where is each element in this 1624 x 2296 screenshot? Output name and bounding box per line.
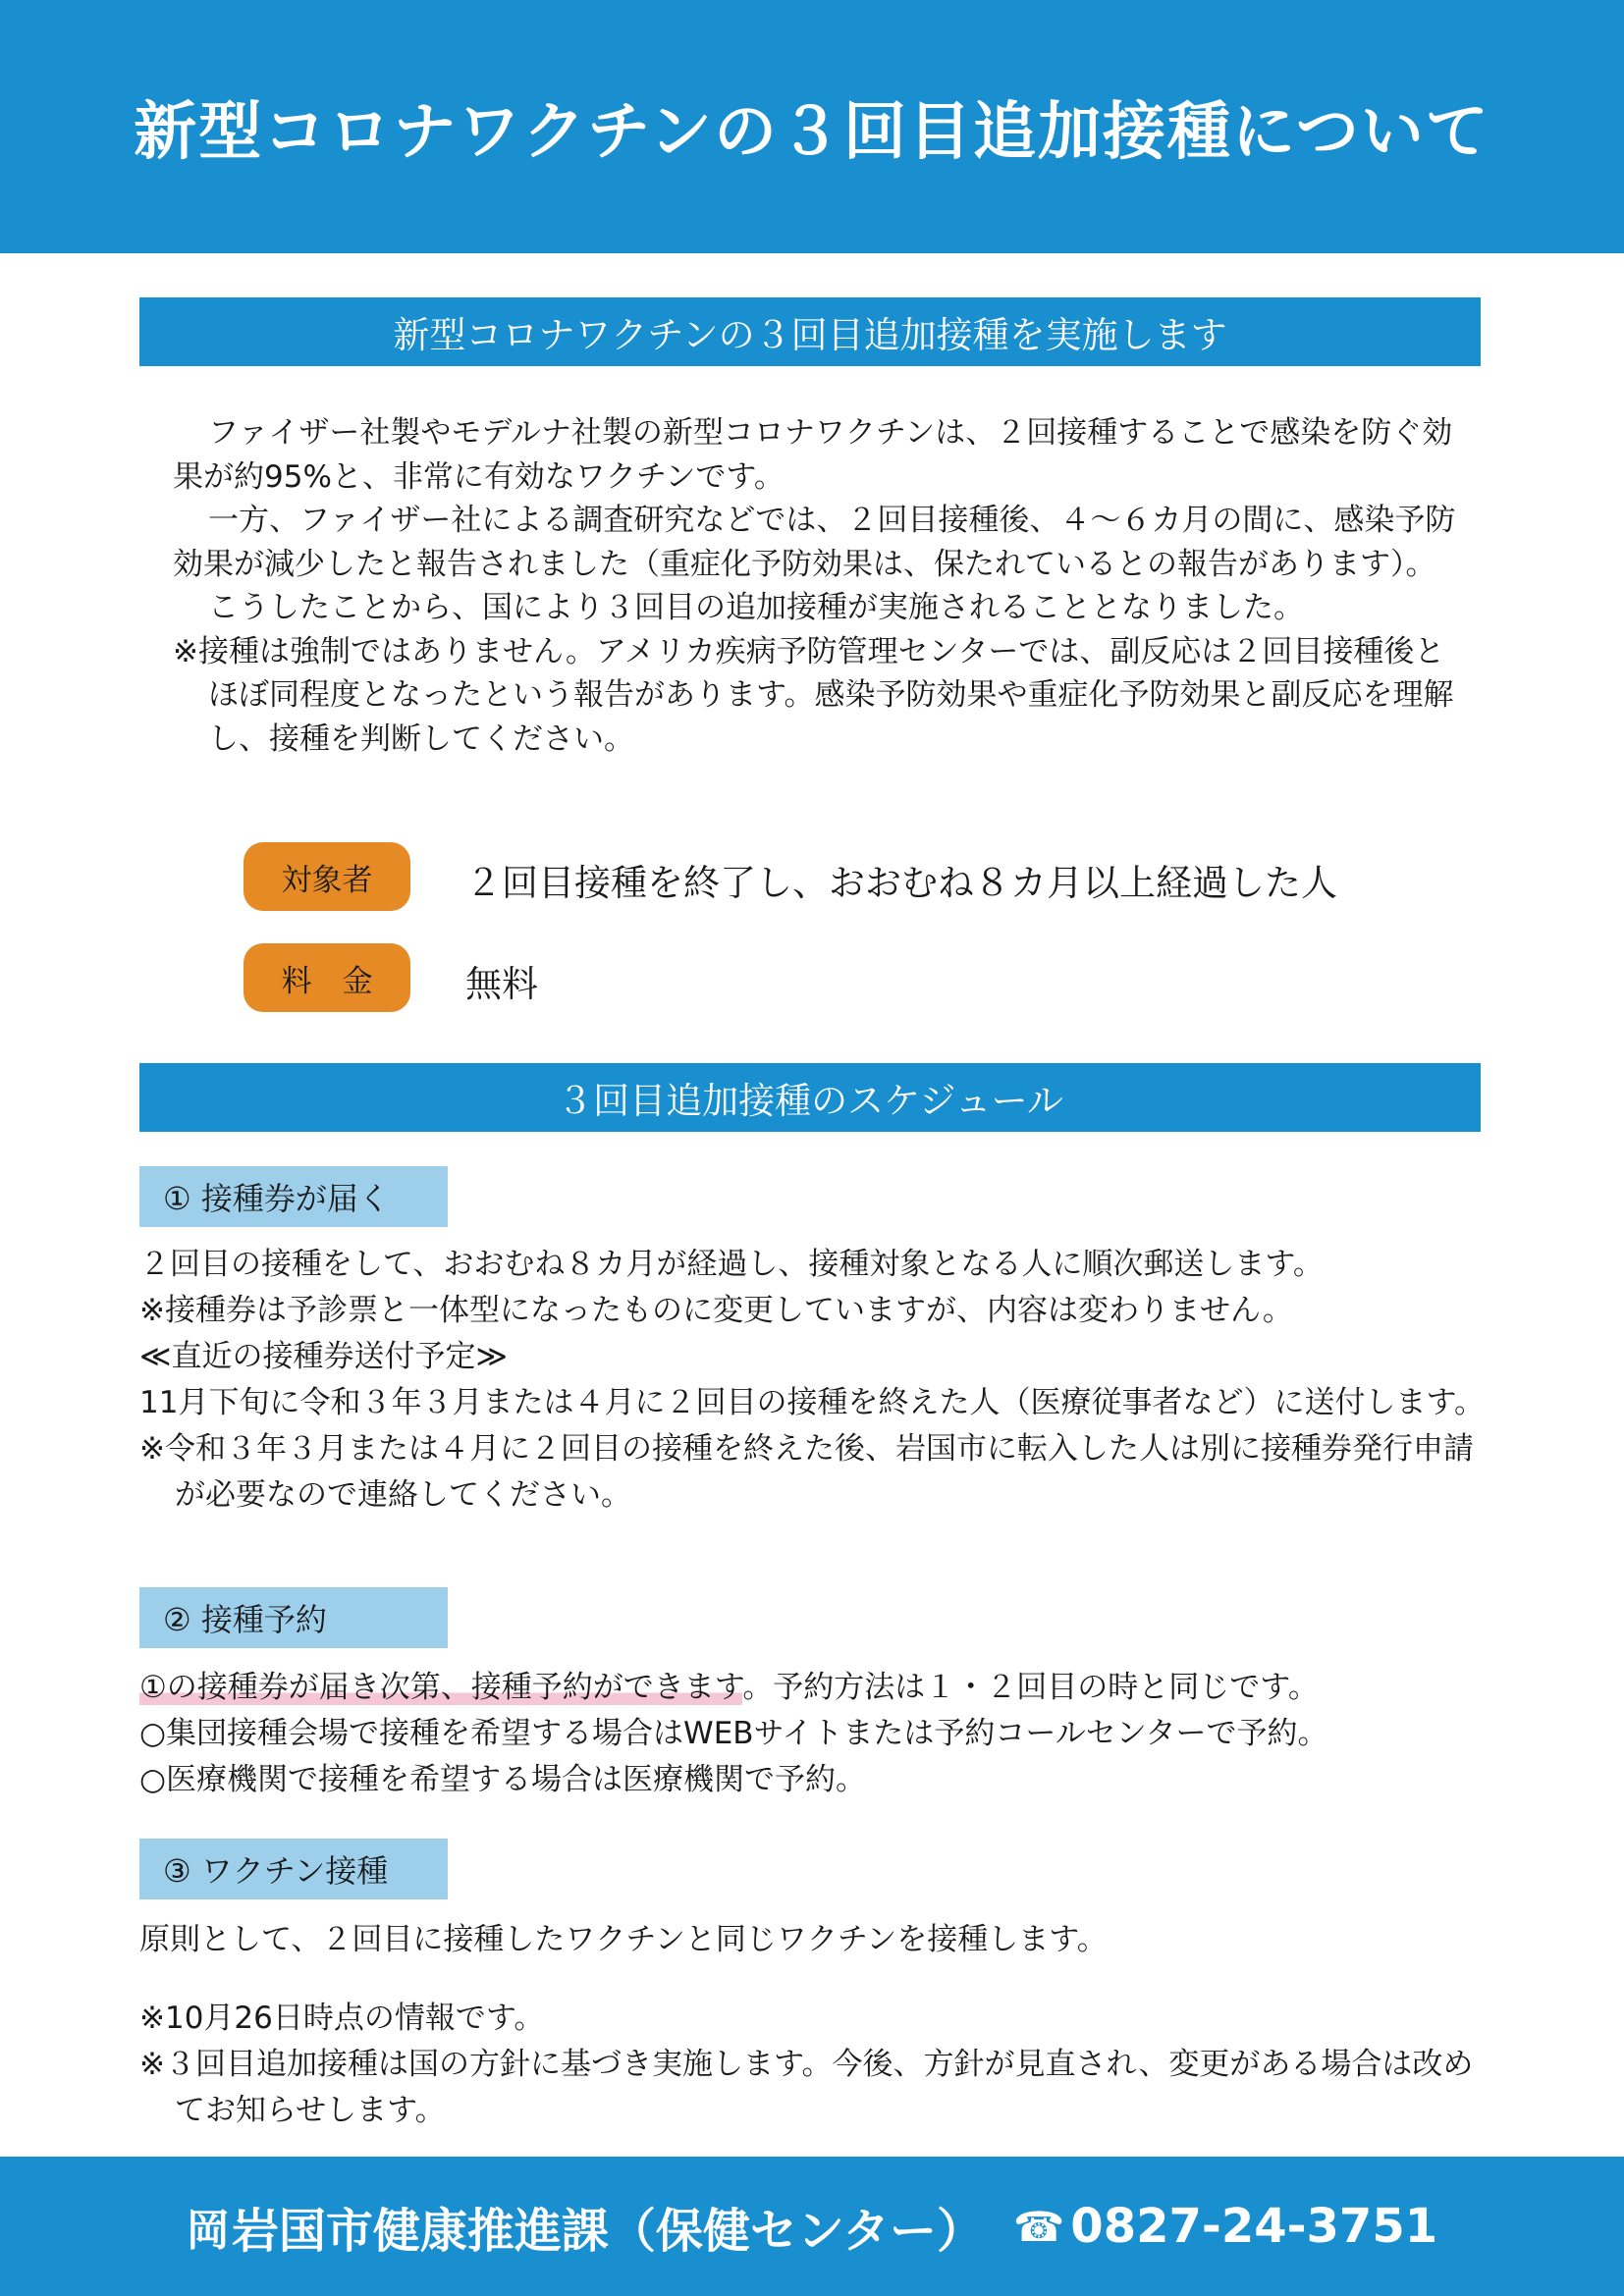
step3-line: 原則として、２回目に接種したワクチンと同じワクチンを接種します。 (139, 1922, 1108, 1957)
step3-text (139, 1917, 1485, 1963)
step2-text (139, 1665, 1485, 1803)
intro-paragraph-1: ファイザー社製やモデルナ社製の新型コロナワクチンは、２回接種することで感染を防ぐ効果が約95%と、非常に有効なワクチンです。 (173, 415, 1453, 495)
target-value: ２回目接種を終了し、おおむね８カ月以上経過した人 (465, 862, 1337, 904)
fee-badge: 料 金 (244, 943, 410, 1012)
step1-label: ① 接種券が届く (139, 1166, 448, 1227)
footer-org: 岩国市健康推進課（保健センター） (231, 2203, 984, 2259)
header-banner (0, 0, 1624, 253)
note-line: ※３回目追加接種は国の方針に基づき実施します。今後、方針が見直され、変更がある場合は改めてお知らせします。 (139, 2047, 1474, 2128)
page-title: 新型コロナワクチンの３回目追加接種について (134, 96, 1490, 169)
step2-line-1-rest: 。予約方法は１・２回目の時と同じです。 (742, 1670, 1319, 1705)
intro-section-title: 新型コロナワクチンの３回目追加接種を実施します (139, 297, 1481, 366)
step3-label: ③ ワクチン接種 (139, 1839, 448, 1899)
intro-paragraph-3: こうしたことから、国により３回目の追加接種が実施されることとなりました。 (208, 590, 1304, 625)
intro-note: ※接種は強制ではありません。アメリカ疾病予防管理センターでは、副反応は２回目接種後とほぼ同程度となったという報告があります。感染予防効果や重症化予防効果と副反応を理解し、接種を判断してください。 (173, 633, 1454, 757)
step1-line: ≪直近の接種券送付予定≫ (139, 1339, 508, 1374)
step2-line-3: ○医療機関で接種を希望する場合は医療機関で予約。 (139, 1762, 867, 1797)
footer-banner (0, 2157, 1624, 2296)
notes (139, 1996, 1485, 2134)
footer-phone: 0827-24-3751 (1070, 2199, 1438, 2254)
city-seal-icon: 岡 (186, 2206, 230, 2256)
step1-text (139, 1242, 1485, 1519)
intro-paragraph-2: 一方、ファイザー社による調査研究などでは、２回目接種後、４～６カ月の間に、感染予防効果が減少したと報告されました（重症化予防効果は、保たれているとの報告があります）。 (173, 503, 1456, 582)
phone-icon: ☎ (1012, 2202, 1065, 2251)
target-badge: 対象者 (244, 842, 410, 911)
step1-line: ２回目の接種をして、おおむね８カ月が経過し、接種対象となる人に順次郵送します。 (139, 1247, 1324, 1282)
step2-line-2: ○集団接種会場で接種を希望する場合はWEBサイトまたは予約コールセンターで予約。 (139, 1716, 1328, 1751)
step2-line-1 (139, 1665, 1485, 1711)
fee-value: 無料 (465, 963, 538, 1005)
step1-line: ※接種券は予診票と一体型になったものに変更していますが、内容は変わりません。 (139, 1293, 1293, 1328)
schedule-section-title: ３回目追加接種のスケジュール (139, 1063, 1481, 1132)
intro-text (173, 411, 1469, 761)
step1-line: ※令和３年３月または４月に２回目の接種を終えた後、岩国市に転入した人は別に接種券発行申請が必要なので連絡してください。 (139, 1431, 1474, 1513)
step1-line: 11月下旬に令和３年３月または４月に２回目の接種を終えた人（医療従事者など）に送付します。 (139, 1385, 1485, 1420)
note-line: ※10月26日時点の情報です。 (139, 2001, 545, 2036)
step2-label: ② 接種予約 (139, 1587, 448, 1648)
step2-highlight: ①の接種券が届き次第、接種予約ができます (139, 1670, 743, 1705)
